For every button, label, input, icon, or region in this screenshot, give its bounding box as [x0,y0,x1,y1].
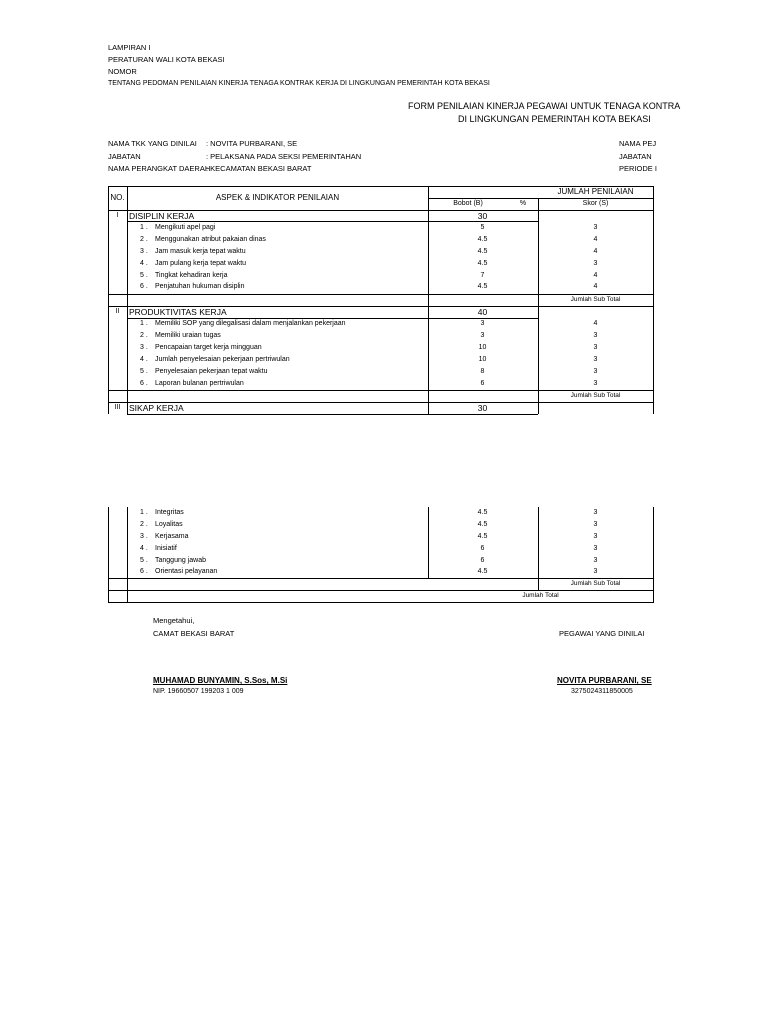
item-no: 5 . [140,368,148,375]
section-number: III [114,404,121,411]
right-info-periode: PERIODE I [619,164,657,173]
item-skor: 4 [593,320,598,327]
form-title-line1: FORM PENILAIAN KINERJA PEGAWAI UNTUK TENAGA KONTRA [408,101,681,111]
item-text: Memiliki SOP yang dilegalisasi dalam menjalankan pekerjaan [155,320,346,327]
section-number: I [116,212,119,219]
item-no: 1 . [140,224,148,231]
item-skor: 3 [593,533,598,540]
col-jumlah-header: JUMLAH PENILAIAN [557,187,634,196]
section-bobot: 30 [477,211,488,221]
item-bobot: 4.5 [477,521,488,528]
item-text: Mengikuti apel pagi [155,224,216,231]
item-bobot: 6 [480,380,485,387]
form-title-line2: DI LINGKUNGAN PEMERINTAH KOTA BEKASI [458,114,651,124]
subtotal-label: Jumlah Sub Total [570,296,621,303]
item-skor: 3 [593,368,598,375]
item-skor: 3 [593,509,598,516]
header-lampiran: LAMPIRAN I [108,43,151,52]
item-skor: 3 [593,332,598,339]
item-no: 4 . [140,260,148,267]
col-no-header: NO. [110,193,125,202]
item-bobot: 6 [480,545,485,552]
info-value-jabatan: : PELAKSANA PADA SEKSI PEMERINTAHAN [206,152,362,161]
sign-camat-name: MUHAMAD BUNYAMIN, S.Sos, M.Si [153,676,288,685]
item-no: 1 . [140,320,148,327]
item-no: 6 . [140,380,148,387]
item-text: Tanggung jawab [155,557,206,564]
item-bobot: 4.5 [477,533,488,540]
item-bobot: 6 [480,557,485,564]
item-text: Tingkat kehadiran kerja [155,272,228,279]
item-bobot: 4.5 [477,248,488,255]
right-info-jabatan: JABATAN [619,152,652,161]
item-bobot: 4.5 [477,283,488,290]
info-label-jabatan: JABATAN [108,152,141,161]
item-bobot: 10 [478,344,487,351]
assessment-table-bottom [108,507,653,603]
item-skor: 4 [593,283,598,290]
item-text: Integritas [155,509,184,516]
item-skor: 3 [593,356,598,363]
item-no: 3 . [140,533,148,540]
item-text: Jam pulang kerja tepat waktu [155,260,247,267]
item-bobot: 4.5 [477,236,488,243]
col-skor-header: Skor (S) [582,200,609,207]
item-text: Penyelesaian pekerjaan tepat waktu [155,368,268,375]
header-peraturan: PERATURAN WALI KOTA BEKASI [108,55,225,64]
item-text: Memiliki uraian tugas [155,332,221,339]
info-value-nama: : NOVITA PURBARANI, SE [206,139,298,148]
sign-pegawai-id: 3275024311850005 [571,688,633,695]
item-text: Jumlah penyelesaian pekerjaan pertriwulan [155,356,290,363]
item-text: Menggunakan atribut pakaian dinas [155,236,266,243]
item-text: Orientasi pelayanan [155,568,218,575]
sign-camat-title: CAMAT BEKASI BARAT [153,629,235,638]
item-text: Pencapaian target kerja mingguan [155,344,262,351]
item-text: Jam masuk kerja tepat waktu [155,248,246,255]
item-no: 5 . [140,272,148,279]
section-bobot: 30 [477,403,488,413]
item-skor: 3 [593,260,598,267]
subtotal-label: Jumlah Sub Total [570,392,621,399]
item-skor: 3 [593,557,598,564]
item-skor: 3 [593,344,598,351]
item-no: 2 . [140,521,148,528]
item-no: 3 . [140,344,148,351]
item-no: 4 . [140,545,148,552]
sign-pegawai-title: PEGAWAI YANG DINILAI [559,629,645,638]
item-no: 4 . [140,356,148,363]
item-bobot: 10 [478,356,487,363]
item-bobot: 3 [480,332,485,339]
item-bobot: 4.5 [477,568,488,575]
item-skor: 3 [593,545,598,552]
item-text: Inisiatif [155,545,177,552]
item-no: 2 . [140,236,148,243]
item-skor: 4 [593,236,598,243]
section-title: PRODUKTIVITAS KERJA [129,307,227,317]
item-no: 3 . [140,248,148,255]
sign-camat-nip: NIP. 19660507 199203 1 009 [153,688,244,695]
sign-mengetahui: Mengetahui, [153,616,195,625]
section-title: DISIPLIN KERJA [129,211,195,221]
info-label-nama: NAMA TKK YANG DINILAI [108,139,197,148]
item-no: 1 . [140,509,148,516]
info-value-perangkat: : KECAMATAN BEKASI BARAT [206,164,312,173]
header-tentang: TENTANG PEDOMAN PENILAIAN KINERJA TENAGA KONTRAK KERJA DI LINGKUNGAN PEMERINTAH KOTA BEKASI [108,80,490,87]
assessment-table-top [108,186,653,414]
col-pct-header: % [519,200,527,207]
col-aspek-header: ASPEK & INDIKATOR PENILAIAN [215,193,340,202]
section-bobot: 40 [477,307,488,317]
item-text: Laporan bulanan pertriwulan [155,380,244,387]
item-bobot: 8 [480,368,485,375]
right-info-nama-pej: NAMA PEJ [619,139,657,148]
item-bobot: 7 [480,272,485,279]
sign-pegawai-name: NOVITA PURBARANI, SE [557,676,652,685]
header-nomor: NOMOR [108,67,137,76]
item-no: 2 . [140,332,148,339]
item-bobot: 5 [480,224,485,231]
item-text: Loyalitas [155,521,183,528]
item-skor: 3 [593,568,598,575]
item-text: Kerjasama [155,533,189,540]
item-bobot: 3 [480,320,485,327]
subtotal-label: Jumlah Sub Total [570,580,621,587]
col-bobot-header: Bobot (B) [453,200,483,207]
info-label-perangkat: NAMA PERANGKAT DAERAH [108,164,211,173]
item-skor: 3 [593,521,598,528]
total-label: Jumlah Total [522,592,559,599]
item-skor: 3 [593,224,598,231]
section-number: II [115,308,120,315]
item-no: 5 . [140,557,148,564]
item-text: Penjatuhan hukuman disiplin [155,283,245,290]
item-no: 6 . [140,568,148,575]
item-no: 6 . [140,283,148,290]
item-skor: 3 [593,380,598,387]
item-bobot: 4.5 [477,509,488,516]
item-skor: 4 [593,248,598,255]
item-skor: 4 [593,272,598,279]
section-title: SIKAP KERJA [129,403,184,413]
item-bobot: 4.5 [477,260,488,267]
